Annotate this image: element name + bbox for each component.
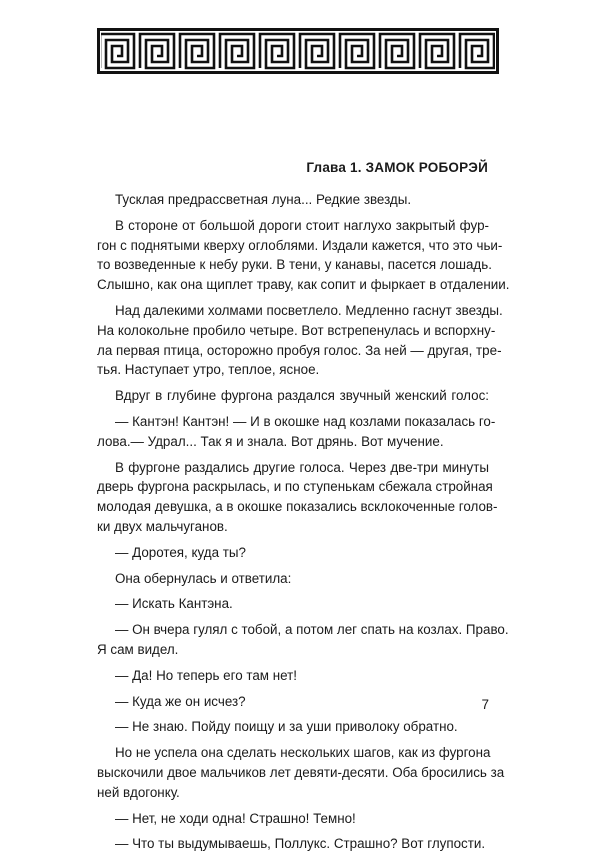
text-line: — Искать Кантэна.: [115, 596, 233, 612]
text-line: дверь фургона раскрылась, и по ступенькам сбежала стройная: [97, 479, 493, 495]
text-line: ки двух мальчуганов.: [97, 518, 228, 534]
text-line: тья. Наступает утро, теплое, ясное.: [97, 362, 320, 378]
text-line: — Куда же он исчез?: [115, 693, 246, 709]
page-number: 7: [481, 697, 489, 712]
text-line: лова.— Удрал... Так я и знала. Вот дрянь. Вот мучение.: [97, 433, 444, 449]
text-line: — Не знаю. Пойду поищу и за уши приволоку обратно.: [115, 719, 458, 735]
text-line: На колокольне пробило четыре. Вот встрепенулась и вспорхну-: [97, 322, 496, 338]
text-line: гон с поднятыми кверху оглоблями. Издали кажется, что это чьи-: [97, 237, 503, 253]
text-line: то возведенные к небу руки. В тени, у канавы, пасется лошадь.: [97, 257, 492, 273]
greek-key-border-icon: [97, 28, 499, 74]
text-line: В фургоне раздались другие голоса. Через две-три минуты: [115, 459, 489, 475]
body-text: [97, 190, 510, 854]
text-line: — Да! Но теперь его там нет!: [115, 667, 297, 683]
text-line: — Нет, не ходи одна! Страшно! Темно!: [115, 810, 356, 826]
text-line: — Кантэн! Кантэн! — И в окошке над козлами показалась го-: [115, 413, 496, 429]
text-line: В стороне от большой дороги стоит наглухо закрытый фур-: [115, 217, 489, 233]
text-line: Тусклая предрассветная луна... Редкие звезды.: [115, 192, 412, 207]
text-line: — Он вчера гулял с тобой, а потом лег спать на козлах. Право.: [115, 622, 509, 638]
text-line: выскочили двое мальчиков лет девяти-десяти. Оба бросились за: [97, 764, 505, 780]
text-line: ней вдогонку.: [97, 784, 180, 800]
text-line: — Что ты выдумываешь, Поллукс. Страшно? Вот глупости.: [115, 836, 486, 852]
text-line: Она обернулась и ответила:: [115, 570, 292, 586]
text-line: Слышно, как она щиплет траву, как сопит и фыркает в отдалении.: [97, 277, 510, 293]
chapter-title: Глава 1. ЗАМОК РОБОРЭЙ: [306, 160, 488, 175]
text-line: — Доротея, куда ты?: [115, 544, 246, 560]
text-line: Но не успела она сделать нескольких шагов, как из фургона: [115, 745, 491, 761]
text-line: молодая девушка, а в окошке показались всклокоченные голов-: [97, 499, 498, 515]
text-line: Я сам видел.: [97, 641, 179, 657]
text-line: Вдруг в глубине фургона раздался звучный женский голос:: [115, 388, 489, 404]
text-line: Над далекими холмами посветлело. Медленно гаснут звезды.: [115, 302, 503, 318]
text-line: ла первая птица, осторожно пробуя голос. За ней — другая, тре-: [97, 342, 502, 358]
